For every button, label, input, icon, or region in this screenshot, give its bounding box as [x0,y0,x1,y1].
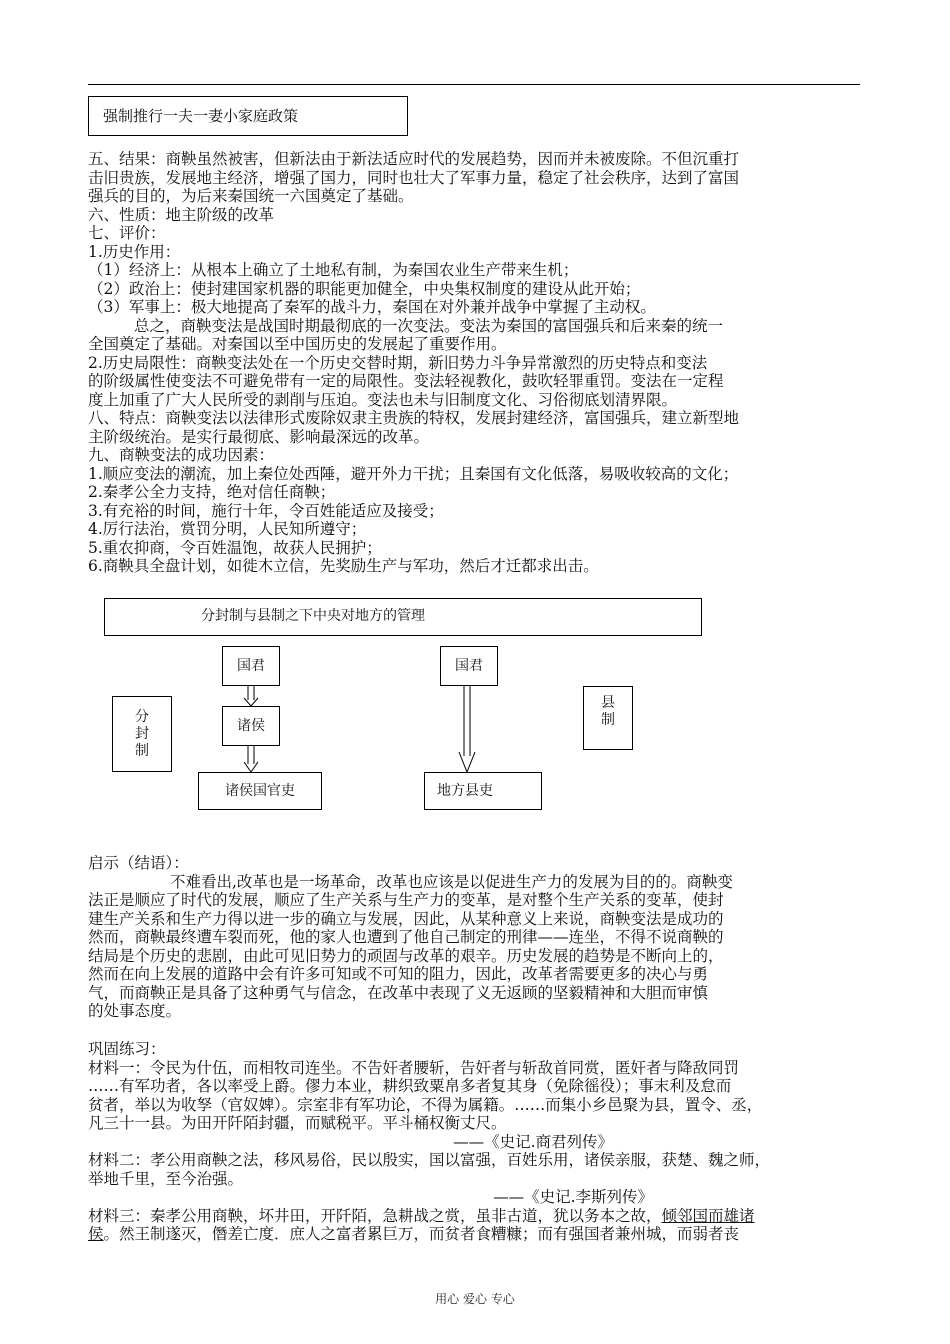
xianzhi-char: 县 [601,695,615,711]
text-segment: 材料三：秦孝公用商鞅，坏井田，开阡陌，急耕战之赏，虽非古道，犹以务本之故， [88,1206,662,1225]
text-line: 八、特点：商鞅变法以法律形式废除奴隶主贵族的特权，发展封建经济，富国强兵，建立新型地 [88,409,740,427]
text-line [88,1207,863,1226]
text-line: 主阶级统治。是实行最彻底、影响最深远的改革。 [88,427,430,446]
text-line: 6.商鞅具全盘计划，如徙木立信，先奖励生产与军功，然后才迁都求出击。 [88,557,599,575]
page-footer: 用心 爱心 专心 [435,1292,515,1306]
fenfeng-char: 封 [135,726,149,742]
text-line: 法正是顺应了时代的发展，顺应了生产关系与生产力的变革，是对整个生产关系的变革，使封 [88,891,724,909]
top-rule [88,84,860,85]
lords-box: 诸侯 [222,706,280,746]
fenfeng-label-box [112,696,172,772]
text-line: 贫者，举以为收孥（官奴婢）。宗室非有军功论，不得为属籍。……而集小乡邑聚为县，置令、丞， [88,1095,763,1114]
source-citation: ——《史记.商君列传》 [453,1132,613,1151]
text-line: 九、商鞅变法的成功因素： [88,446,275,464]
text-line: 5.重农抑商，令百姓温饱，故获人民拥护； [88,538,382,557]
text-line: 度上加重了广大人民所受的剥削与压迫。变法也未与旧制度文化、习俗彻底划清界限。 [88,390,678,409]
text-line: 4.厉行法治，赏罚分明，人民知所遵守； [88,520,367,538]
king-box-right: 国君 [440,646,498,686]
text-line: 2.历史局限性：商鞅变法处在一个历史交替时期，新旧势力斗争异常激烈的历史特点和变法 [88,353,708,372]
text-line: 强兵的目的，为后来秦国统一六国奠定了基础。 [88,187,414,205]
text-line: 总之，商鞅变法是战国时期最彻底的一次变法。变法为秦国的富国强兵和后来秦的统一 [134,316,724,335]
text-line: 然而在向上发展的道路中会有许多可知或不可知的阻力，因此，改革者需要更多的决心与勇 [88,965,709,983]
text-line: 建生产关系和生产力得以进一步的确立与发展，因此，从某种意义上来说，商鞅变法是成功的 [88,909,724,928]
lord-officials-box: 诸侯国官吏 [198,772,322,810]
text-line: 材料一：令民为什伍，而相牧司连坐。不告奸者腰斩，告奸者与斩敌首同赏，匿奸者与降敌同罚 [88,1058,740,1077]
text-line: 凡三十一县。为田开阡陌封疆，而赋税平。平斗桶权衡丈尺。 [88,1114,507,1132]
text-line: 全国奠定了基础。对秦国以至中国历史的发展起了重要作用。 [88,335,507,353]
text-line: （2）政治上：使封建国家机器的职能更加健全，中央集权制度的建设从此开始； [88,279,641,298]
source-citation: ——《史记.李斯列传》 [493,1188,653,1206]
text-line: 巩固练习： [88,1040,166,1058]
text-line: 结局是个历史的悲剧，由此可见旧势力的顽固与改革的艰辛。历史发展的趋势是不断向上的， [88,946,724,965]
xianzhi-char: 制 [601,712,615,728]
text-line: 不难看出,改革也是一场革命，改革也应该是以促进生产力的发展为目的的。商鞅变 [170,872,733,891]
text-line: 然而，商鞅最终遭车裂而死，他的家人也遭到了他自己制定的刑律——连坐，不得不说商鞅的 [88,928,724,946]
text-line: 3.有充裕的时间，施行十年，令百姓能适应及接受； [88,501,444,520]
underlined-text: 侯 [88,1225,104,1243]
text-line: 六、性质：地主阶级的改革 [88,205,275,224]
text-line: 1.历史作用： [88,242,181,261]
text-line: 1.顺应变法的潮流，加上秦位处西陲，避开外力干扰；且秦国有文化低落，易吸收较高的文化； [88,464,739,483]
arrow-king-to-local [459,686,475,772]
king-box-left: 国君 [222,646,280,686]
text-line: 启示（结语）： [88,854,189,872]
text-line: 的处事态度。 [88,1002,182,1020]
text-line: 材料二：孝公用商鞅之法，移风易俗，民以殷实，国以富强，百姓乐用，诸侯亲服，获楚、魏之师， [88,1151,771,1169]
text-line: ……有军功者，各以率受上爵。僇力本业，耕织致粟帛多者复其身（免除徭役）；事末利及怠而 [88,1077,732,1095]
text-line: （1）经济上：从根本上确立了土地私有制，为秦国农业生产带来生机； [88,261,579,279]
section-conclusion [88,854,863,1021]
text-line [88,1225,863,1244]
local-officials-box: 地方县吏 [424,772,542,810]
text-segment: 。然王制遂灭，僭差亡度．庶人之富者累巨万，而贫者食糟糠；而有强国者兼州城，而弱者丧 [103,1225,740,1243]
policy-box: 强制推行一夫一妻小家庭政策 [88,96,408,136]
diagram-title: 分封制与县制之下中央对地方的管理 [104,598,702,636]
fenfeng-char: 制 [135,743,149,759]
section-exercises [88,1040,863,1244]
text-line: 五、结果：商鞅虽然被害，但新法由于新法适应时代的发展趋势，因而并未被废除。不但沉重打 [88,150,740,168]
fenfeng-char: 分 [135,709,149,725]
text-line: （3）军事上：极大地提高了秦军的战斗力，秦国在对外兼并战争中掌握了主动权。 [88,298,656,316]
text-line: 2.秦孝公全力支持，绝对信任商鞅； [88,483,336,501]
arrow-lords-to-officials [244,746,258,772]
section-results [88,150,863,576]
text-line: 击旧贵族，发展地主经济，增强了国力，同时也壮大了军事力量，稳定了社会秩序，达到了富国 [88,168,740,187]
text-line: 举地千里，至今治强。 [88,1169,244,1188]
text-line: 的阶级属性使变法不可避免带有一定的局限性。变法轻视教化，鼓吹轻罪重罚。变法在一定程 [88,372,724,390]
underlined-text: 倾邻国而雄诸 [661,1206,755,1225]
arrow-king-to-lords [244,686,258,706]
text-line: 气，而商鞅正是具备了这种勇气与信念，在改革中表现了义无返顾的坚毅精神和大胆而审慎 [88,983,709,1002]
xianzhi-label-box [583,686,633,750]
text-line: 七、评价： [88,224,166,242]
